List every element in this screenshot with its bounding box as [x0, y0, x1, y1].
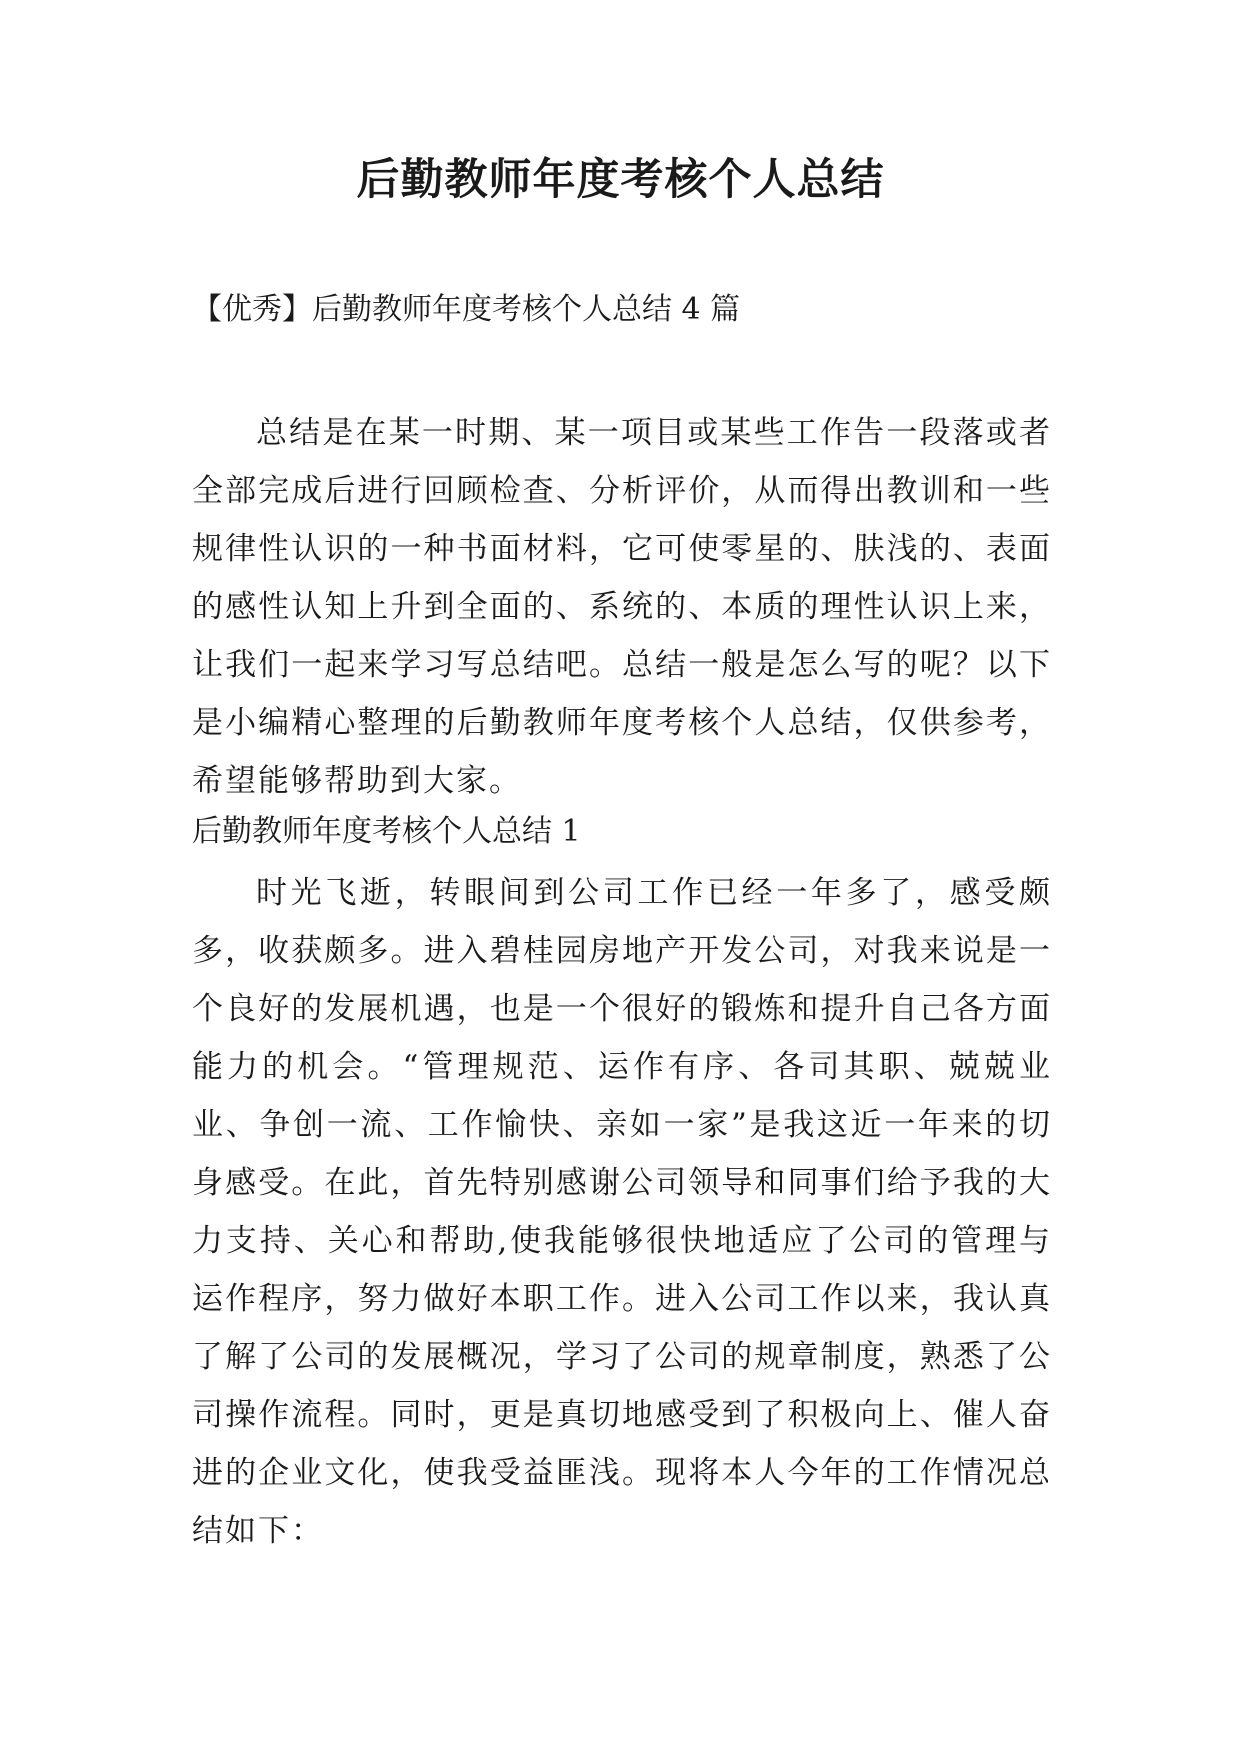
intro-paragraph: 总结是在某一时期、某一项目或某些工作告一段落或者全部完成后进行回顾检查、分析评价，从而得出教训和一些规律性认识的一种书面材料，它可使零星的、肤浅的、表面的感性认知上升到全面的、系统的、本质的理性认识上来，让我们一起来学习写总结吧。总结一般是怎么写的呢？以下是小编精心整理的后勤教师年度考核个人总结，仅供参考，希望能够帮助到大家。 — [192, 415, 1052, 799]
section-heading-1: 后勤教师年度考核个人总结 1 — [192, 814, 581, 849]
section-1-paragraph: 时光飞逝，转眼间到公司工作已经一年多了，感受颇多，收获颇多。进入碧桂园房地产开发公司，对我来说是一个良好的发展机遇，也是一个很好的锻炼和提升自己各方面能力的机会。“管理规范、运作有序、各司其职、兢兢业业、争创一流、工作愉快、亲如一家”是我这近一年来的切身感受。在此，首先特别感谢公司领导和同事们给予我的大力支持、关心和帮助,使我能够很快地适应了公司的管理与运作程序，努力做好本职工作。进入公司工作以来，我认真了解了公司的发展概况，学习了公司的规章制度，熟悉了公司操作流程。同时，更是真切地感受到了积极向上、催人奋进的企业文化，使我受益匪浅。现将本人今年的工作情况总结如下： — [192, 875, 1052, 1549]
document-subtitle: 【优秀】后勤教师年度考核个人总结 4 篇 — [192, 292, 741, 327]
document-title: 后勤教师年度考核个人总结 — [356, 155, 885, 205]
